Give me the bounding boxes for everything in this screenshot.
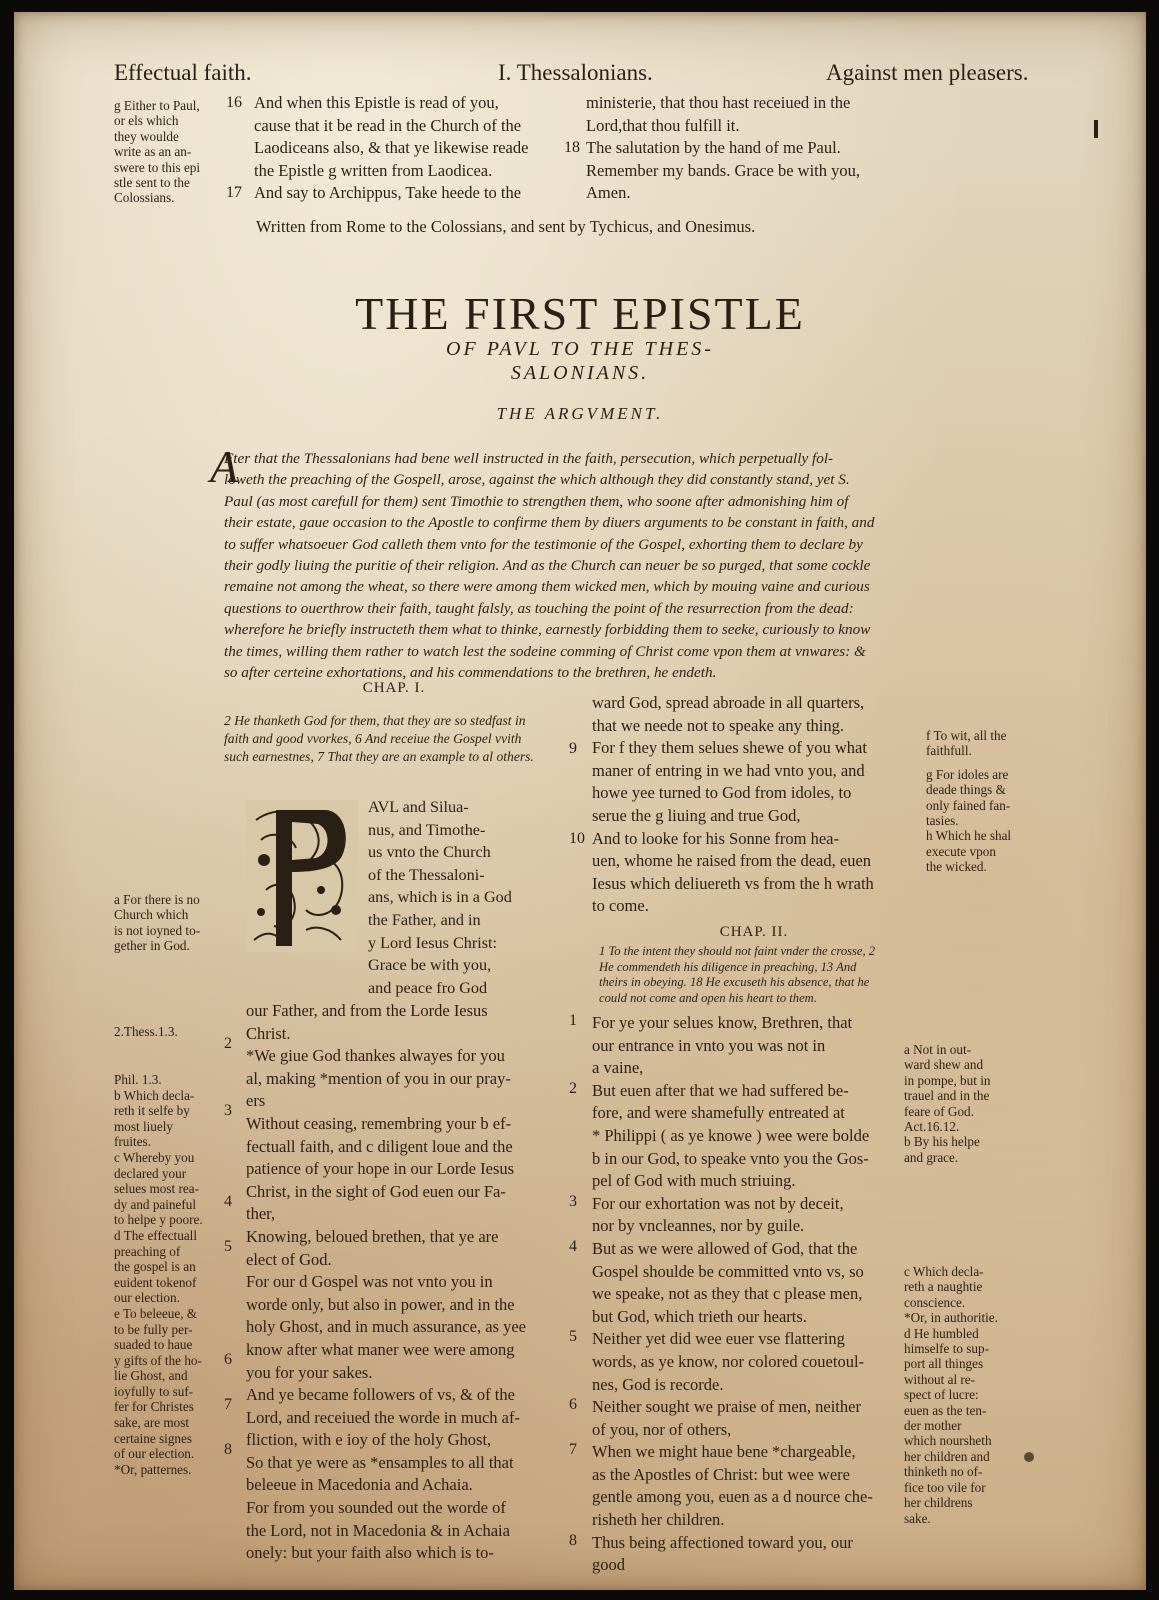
chapter-2-summary [599, 944, 875, 1006]
chapter-2-heading: CHAP. II. [719, 924, 789, 940]
margin-note-line: port all thinges [904, 1356, 984, 1372]
text-line: to come. [592, 896, 649, 916]
text-line: nes, God is recorde. [592, 1374, 724, 1394]
margin-note-line: reth a naughtie [904, 1279, 983, 1295]
margin-note-line: they woulde [114, 128, 179, 144]
text-line: The salutation by the hand of me Paul. [586, 138, 841, 158]
summary-line: He commendeth his diligence in preaching, 13 And [599, 959, 857, 974]
text-line: Lord, and receiued the worde in much af- [246, 1407, 520, 1427]
margin-note-line: e To beleeue, & [114, 1305, 198, 1321]
subscription: Written from Rome to the Colossians, and sent by Tychicus, and Onesimus. [256, 217, 756, 236]
margin-note-line: g Either to Paul, [114, 98, 200, 113]
margin-note-line: y gifts of the ho- [114, 1352, 202, 1368]
argument-heading: THE ARGVMENT. [496, 404, 664, 423]
margin-note-line: dy and paineful [114, 1196, 197, 1212]
text-line: cause that it be read in the Church of the [254, 115, 522, 135]
ink-mark [1094, 120, 1098, 138]
decorated-initial-p-woodcut [246, 800, 358, 952]
text-line: But euen after that we had suffered be- [592, 1080, 849, 1100]
text-line: our entrance in vnto you was not in [592, 1035, 826, 1055]
margin-note-line: in pompe, but in [904, 1072, 991, 1088]
text-line: ers [246, 1091, 266, 1111]
margin-note-line: a Not in out- [904, 1042, 972, 1057]
text-line: y Lord Iesus Christ: [368, 933, 498, 952]
verse-number: 2 [569, 1079, 577, 1097]
chapter-1-summary [224, 712, 534, 766]
margin-note-line: fer for Christes [114, 1399, 194, 1415]
text-line: b in our God, to speake vnto you the Gos- [592, 1148, 869, 1168]
verse-number: 17 [226, 184, 242, 201]
text-line: of you, nor of others, [592, 1419, 732, 1439]
right-margin-notes-top [926, 728, 1011, 875]
text-line: Lord,that thou fulfill it. [586, 115, 740, 135]
verse-number: 3 [224, 1102, 232, 1120]
verse-number: 8 [224, 1441, 232, 1459]
text-line: * Philippi ( as ye knowe ) wee were bolde [592, 1125, 870, 1145]
summary-line: could not come and open his heart to them. [599, 990, 817, 1005]
margin-note-line: fruites. [114, 1134, 151, 1150]
book-subtitle-2: SALONIANS. [510, 362, 650, 384]
running-head-left: Effectual faith. [114, 60, 252, 85]
margin-note-line: ioyfully to suf- [114, 1383, 194, 1399]
margin-note-line: which noursheth [904, 1433, 992, 1449]
margin-note-a [114, 892, 200, 954]
book-title: THE FIRST EPISTLE [355, 288, 805, 339]
margin-note-line: f To wit, all the [926, 728, 1007, 743]
text-line: For our exhortation was not by deceit, [592, 1193, 844, 1213]
text-line: you for your sakes. [246, 1362, 373, 1382]
margin-note-line: spect of lucre: [904, 1387, 979, 1403]
margin-note-line: thinketh no of- [904, 1464, 983, 1480]
text-line: words, as ye know, nor colored couetoul- [592, 1351, 865, 1371]
verse-number: 18 [564, 139, 580, 156]
text-line: a vaine, [592, 1058, 644, 1078]
text-line: serue the g liuing and true God, [592, 805, 801, 825]
text-line: ward God, spread abroade in all quarters, [592, 693, 865, 712]
text-line: Neither sought we praise of men, neither [592, 1397, 861, 1417]
text-line: us vnto the Church [368, 843, 491, 862]
margin-note-line: most liuely [114, 1118, 173, 1134]
verse-number: 3 [569, 1192, 577, 1210]
text-line: patience of your hope in our Lorde Iesus [246, 1159, 515, 1179]
right-margin-notes-middle [904, 1042, 990, 1165]
chapter-1-text [246, 1000, 526, 1565]
margin-note-line: fice too vile for [904, 1479, 986, 1495]
margin-note-line: d The effectuall [114, 1227, 197, 1243]
margin-note-line: conscience. [904, 1294, 966, 1310]
text-line: onely: but your faith also which is to- [246, 1543, 494, 1563]
text-line: gentle among you, euen as a d nource che- [592, 1487, 873, 1507]
margin-note-line: b By his helpe [904, 1134, 980, 1150]
margin-note-line: c Whereby you [114, 1149, 195, 1165]
margin-note-line: execute vpon [926, 843, 996, 859]
text-line: fore, and were shamefully entreated at [592, 1103, 845, 1123]
margin-note-line: tasies. [926, 813, 959, 829]
text-line: our Father, and from the Lorde Iesus [246, 1001, 488, 1020]
margin-note-line: Colossians. [114, 190, 175, 206]
verse-number: 6 [569, 1396, 577, 1414]
running-head-center: I. Thessalonians. [498, 60, 653, 85]
margin-note-line: to be fully per- [114, 1321, 193, 1337]
margin-note-line: der mother [904, 1418, 962, 1434]
summary-line: such earnestnes, 7 That they are an example to al others. [224, 749, 534, 764]
argument-line: so after certeine exhortations, and his commendations to the brethren, he endeth. [224, 664, 717, 682]
text-line: good [592, 1555, 625, 1575]
margin-note-line: swere to this epi [114, 159, 201, 175]
text-line: Without ceasing, remembring your b ef- [246, 1113, 512, 1133]
argument-line: questions to ouerthrow their faith, taught falsly, as touching the point of the resurrection from the dead: [224, 599, 854, 617]
text-line: Grace be with you, [368, 956, 492, 975]
text-line: Amen. [586, 183, 631, 203]
summary-line: faith and good vvorkes, 6 And receiue the Gospel vvith [224, 731, 522, 746]
verse-number: 5 [224, 1238, 232, 1255]
margin-note-line: stle sent to the [114, 175, 190, 191]
margin-note-line: certaine signes [114, 1430, 192, 1446]
verse-number: 7 [569, 1441, 577, 1459]
text-line: And say to Archippus, Take heede to the [254, 183, 522, 203]
verse-number: 5 [569, 1328, 577, 1346]
text-line: Neither yet did wee euer vse flattering [592, 1329, 845, 1349]
margin-note-line: only fained fan- [926, 797, 1011, 813]
text-line: Knowing, beloued brethen, that ye are [246, 1226, 499, 1246]
margin-note-line: to helpe y poore. [114, 1212, 203, 1228]
ink-spot [1024, 1452, 1034, 1462]
argument-line: to suffer whatsoeuer God calleth them vnto for the testimonie of the Gospel, exhorting them to declare by [224, 535, 863, 553]
text-line: *We giue God thankes alwayes for you [246, 1046, 505, 1066]
margin-ref: 2.Thess.1.3. [114, 1024, 178, 1039]
margin-note-line: and grace. [904, 1149, 959, 1165]
margin-note-line: Church which [114, 907, 189, 923]
margin-note-line: euen as the ten- [904, 1402, 987, 1418]
text-line: the Father, and in [368, 910, 481, 929]
text-line: Gospel shoulde be committed vnto vs, so [592, 1261, 864, 1281]
verse-number: 1 [569, 1012, 577, 1029]
verse-number: 2 [224, 1034, 232, 1052]
verse-number: 9 [569, 740, 577, 757]
margin-note-line: the gospel is an [114, 1259, 196, 1275]
margin-note-line: sake. [904, 1510, 931, 1526]
text-line: of the Thessaloni- [368, 865, 485, 884]
top-left-column [254, 92, 528, 205]
margin-note-line: without al re- [904, 1371, 976, 1387]
text-line: maner of entring in we had vnto you, and [592, 760, 865, 780]
margin-note-line: sake, are most [114, 1415, 190, 1431]
margin-note-line: of our election. [114, 1446, 195, 1462]
margin-note-line: *Or, in authoritie. [904, 1310, 998, 1326]
margin-note-line: suaded to haue [114, 1337, 193, 1353]
argument-line: their godly liuing the puritie of their religion. And as the Church can neuer be so purged, that some cockle [224, 557, 871, 575]
margin-note-line: h Which he shal [926, 828, 1012, 844]
text-line: al, making *mention of you in our pray- [246, 1068, 511, 1088]
margin-note-line: or els which [114, 113, 179, 129]
text-line: uen, whome he raised from the dead, euen [592, 851, 872, 871]
bible-page [14, 12, 1146, 1590]
margin-note-line: Phil. 1.3. [114, 1072, 162, 1087]
top-right-column [586, 92, 860, 205]
margin-note-line: reth it selfe by [114, 1103, 190, 1119]
text-line: And when this Epistle is read of you, [254, 93, 499, 112]
margin-note-line: *Or, patternes. [114, 1461, 192, 1477]
text-line: holy Ghost, and in much assurance, as yee [246, 1317, 526, 1337]
text-line: For f they them selues shewe of you what [592, 738, 867, 758]
margin-note-line: her childrens [904, 1495, 973, 1511]
text-line: the Epistle g written from Laodicea. [254, 160, 493, 180]
margin-note-line: himselfe to sup- [904, 1341, 989, 1357]
text-line: but God, which trieth our hearts. [592, 1306, 807, 1326]
margin-note-line: write as an an- [114, 144, 192, 160]
text-line: ministerie, that thou hast receiued in the [586, 93, 851, 112]
text-line: For ye your selues know, Brethren, that [592, 1013, 853, 1032]
margin-note-g [114, 98, 200, 206]
margin-note-line [926, 759, 1011, 767]
text-line: pel of God with much striuing. [592, 1171, 796, 1191]
running-head-right: Against men pleasers. [826, 60, 1029, 85]
verse-number: 4 [569, 1238, 577, 1255]
text-line: But as we were allowed of God, that the [592, 1238, 858, 1258]
argument-line: remaine not among the wheat, so there were among them wicked men, which by mouing vaine and curious [224, 578, 870, 596]
text-line: know after what maner wee were among [246, 1339, 515, 1359]
margin-note-line: feare of God. [904, 1103, 974, 1119]
verse-number: 7 [224, 1396, 232, 1414]
margin-note-line: selues most rea- [114, 1181, 199, 1197]
right-column-text [592, 692, 874, 918]
text-line: nus, and Timothe- [368, 820, 486, 839]
text-line: Laodiceans also, & that ye likewise reade [254, 138, 529, 158]
text-line: worde only, but also in power, and in the [246, 1294, 515, 1314]
margin-note-line: gether in God. [114, 938, 190, 954]
argument-line: Paul (as most carefull for them) sent Timothie to strengthen them, who soone after admonishing him of [224, 492, 849, 510]
margin-note-line: g For idoles are [926, 766, 1009, 782]
argument-line: the times, willing them rather to watch lest the sodeine comming of Christ come vpon them at vnwares: & [224, 642, 866, 660]
margin-note-line: deade things & [926, 782, 1006, 798]
argument-line: their estate, gaue occasion to the Apostle to confirme them by diuers arguments to be constant in faith, and [224, 514, 875, 532]
verse-number: 16 [226, 94, 242, 111]
margin-note-line: is not ioyned to- [114, 922, 201, 938]
right-margin-notes-bottom [904, 1264, 998, 1526]
verse-number: 4 [224, 1192, 232, 1210]
argument-line: wherefore he briefly instructeth them what to thinke, earnestly forbidding them to seeke, curiously to know [224, 621, 871, 639]
book-subtitle: OF PAVL TO THE THES- [446, 338, 714, 360]
margin-note-line: preaching of [114, 1243, 181, 1259]
margin-note-line: c Which decla- [904, 1264, 984, 1279]
text-line: So that ye were as *ensamples to all that [246, 1452, 514, 1472]
chapter-1-heading: CHAP. I. [362, 680, 426, 696]
text-line: elect of God. [246, 1249, 332, 1269]
margin-note-line: declared your [114, 1165, 187, 1181]
text-line: that we neede not to speake any thing. [592, 715, 845, 735]
text-line: ther, [246, 1204, 276, 1224]
margin-note-line: Act.16.12. [904, 1119, 960, 1135]
text-line: For our d Gospel was not vnto you in [246, 1272, 493, 1292]
argument-line: Fter that the Thessalonians had bene well instructed in the faith, persecution, which perpetually fol- [224, 450, 834, 467]
text-line: Remember my bands. Grace be with you, [586, 160, 861, 180]
margin-note-line: lie Ghost, and [114, 1368, 188, 1384]
margin-note-line: ward shew and [904, 1057, 984, 1073]
text-line: nor by vncleannes, nor by guile. [592, 1216, 805, 1236]
text-line: Christ. [246, 1023, 291, 1043]
text-line: Iesus which deliuereth vs from the h wrath [592, 873, 874, 893]
text-line: the Lord, not in Macedonia & in Achaia [246, 1520, 510, 1540]
chapter-2-text [592, 1012, 873, 1577]
margin-note-line: faithfull. [926, 743, 972, 759]
text-line: For from you sounded out the worde of [246, 1498, 506, 1518]
margin-note-line: a For there is no [114, 892, 200, 907]
margin-note-line: b Which decla- [114, 1087, 195, 1103]
margin-note-line: d He humbled [904, 1325, 979, 1341]
summary-line: 2 He thanketh God for them, that they are so stedfast in [224, 713, 526, 728]
text-line: risheth her children. [592, 1510, 725, 1530]
summary-line: 1 To the intent they should not faint vnder the crosse, 2 [599, 944, 876, 958]
text-line: When we might haue bene *chargeable, [592, 1442, 856, 1462]
text-line: AVL and Silua- [368, 798, 469, 816]
summary-line: theirs in obeying. 18 He excuseth his absence, that he [599, 975, 870, 990]
text-line: beleeue in Macedonia and Achaia. [246, 1475, 473, 1495]
text-line: And ye became followers of vs, & of the [246, 1385, 515, 1405]
text-line: ans, which is in a God [368, 888, 512, 907]
text-line: howe yee turned to God from idoles, to [592, 783, 852, 803]
text-line: fliction, with e ioy of the holy Ghost, [246, 1430, 492, 1450]
text-line: and peace fro God [368, 978, 488, 997]
margin-note-line: trauel and in the [904, 1088, 990, 1104]
verse-number: 10 [569, 830, 585, 847]
margin-note-line: the wicked. [926, 859, 987, 875]
margin-note-line: her children and [904, 1448, 990, 1464]
argument-text [224, 448, 924, 683]
text-line: Thus being affectioned toward you, our [592, 1532, 853, 1552]
text-line: we speake, not as they that c please men, [592, 1284, 863, 1304]
text-line: fectuall faith, and c diligent loue and the [246, 1136, 513, 1156]
text-line: Christ, in the sight of God euen our Fa- [246, 1181, 506, 1201]
argument-initial: A [210, 441, 239, 492]
margin-note-line: euident tokenof [114, 1274, 197, 1290]
margin-notes-chapter-1 [114, 1072, 203, 1477]
margin-note-line: our election. [114, 1290, 180, 1306]
chapter-1-opening [368, 796, 512, 999]
text-line: as the Apostles of Christ: but wee were [592, 1464, 850, 1484]
text-line: And to looke for his Sonne from hea- [592, 828, 839, 848]
argument-line: loweth the preaching of the Gospell, arose, against the which although they did constantly stand, yet S. [224, 471, 850, 489]
verse-number: 8 [569, 1531, 577, 1549]
verse-number: 6 [224, 1351, 232, 1368]
